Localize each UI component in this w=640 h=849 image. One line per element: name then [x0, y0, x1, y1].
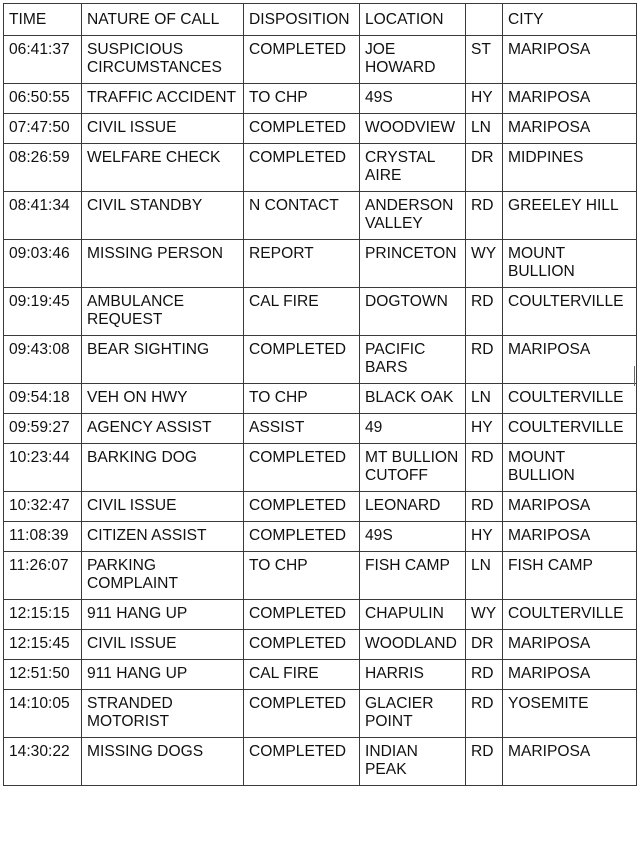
time-cell: 14:30:22: [4, 738, 82, 786]
column-header-time: TIME: [4, 4, 82, 36]
time-cell: 14:10:05: [4, 690, 82, 738]
nature-of-call-cell: WELFARE CHECK: [82, 144, 244, 192]
table-row: [4, 114, 637, 144]
street-suffix-cell: RD: [466, 660, 503, 690]
nature-of-call-cell: MISSING DOGS: [82, 738, 244, 786]
city-cell: MIDPINES: [503, 144, 637, 192]
disposition-cell: COMPLETED: [244, 522, 360, 552]
disposition-cell: COMPLETED: [244, 336, 360, 384]
time-cell: 09:19:45: [4, 288, 82, 336]
street-suffix-cell: RD: [466, 738, 503, 786]
nature-of-call-cell: VEH ON HWY: [82, 384, 244, 414]
street-suffix-cell: WY: [466, 240, 503, 288]
time-cell: 09:54:18: [4, 384, 82, 414]
time-cell: 12:15:45: [4, 630, 82, 660]
disposition-cell: COMPLETED: [244, 738, 360, 786]
nature-of-call-cell: BEAR SIGHTING: [82, 336, 244, 384]
table-row: [4, 336, 637, 384]
city-cell: COULTERVILLE: [503, 288, 637, 336]
disposition-cell: COMPLETED: [244, 630, 360, 660]
nature-of-call-cell: MISSING PERSON: [82, 240, 244, 288]
location-cell: CRYSTAL AIRE: [360, 144, 466, 192]
location-cell: PACIFIC BARS: [360, 336, 466, 384]
street-suffix-cell: WY: [466, 600, 503, 630]
disposition-cell: COMPLETED: [244, 144, 360, 192]
location-cell: CHAPULIN: [360, 600, 466, 630]
street-suffix-cell: RD: [466, 192, 503, 240]
city-cell: MOUNT BULLION: [503, 240, 637, 288]
city-cell: MARIPOSA: [503, 738, 637, 786]
nature-of-call-cell: STRANDED MOTORIST: [82, 690, 244, 738]
nature-of-call-cell: SUSPICIOUS CIRCUMSTANCES: [82, 36, 244, 84]
time-cell: 08:26:59: [4, 144, 82, 192]
nature-of-call-cell: TRAFFIC ACCIDENT: [82, 84, 244, 114]
nature-of-call-cell: AMBULANCE REQUEST: [82, 288, 244, 336]
city-cell: MOUNT BULLION: [503, 444, 637, 492]
city-cell: MARIPOSA: [503, 630, 637, 660]
call-log-body: [4, 36, 637, 786]
location-cell: GLACIER POINT: [360, 690, 466, 738]
city-cell: MARIPOSA: [503, 660, 637, 690]
disposition-cell: COMPLETED: [244, 690, 360, 738]
city-cell: MARIPOSA: [503, 114, 637, 144]
location-cell: 49S: [360, 84, 466, 114]
disposition-cell: TO CHP: [244, 384, 360, 414]
nature-of-call-cell: AGENCY ASSIST: [82, 414, 244, 444]
column-header-city: CITY: [503, 4, 637, 36]
street-suffix-cell: RD: [466, 690, 503, 738]
time-cell: 12:15:15: [4, 600, 82, 630]
location-cell: PRINCETON: [360, 240, 466, 288]
location-cell: DOGTOWN: [360, 288, 466, 336]
disposition-cell: COMPLETED: [244, 114, 360, 144]
nature-of-call-cell: 911 HANG UP: [82, 660, 244, 690]
street-suffix-cell: DR: [466, 630, 503, 660]
nature-of-call-cell: CIVIL STANDBY: [82, 192, 244, 240]
location-cell: BLACK OAK: [360, 384, 466, 414]
nature-of-call-cell: CIVIL ISSUE: [82, 630, 244, 660]
table-row: [4, 414, 637, 444]
location-cell: ANDERSON VALLEY: [360, 192, 466, 240]
call-log-table: [3, 3, 637, 786]
street-suffix-cell: HY: [466, 414, 503, 444]
location-cell: INDIAN PEAK: [360, 738, 466, 786]
table-row: [4, 690, 637, 738]
disposition-cell: N CONTACT: [244, 192, 360, 240]
table-row: [4, 630, 637, 660]
disposition-cell: CAL FIRE: [244, 660, 360, 690]
time-cell: 12:51:50: [4, 660, 82, 690]
city-cell: COULTERVILLE: [503, 414, 637, 444]
table-row: [4, 660, 637, 690]
location-cell: FISH CAMP: [360, 552, 466, 600]
disposition-cell: COMPLETED: [244, 600, 360, 630]
disposition-cell: COMPLETED: [244, 444, 360, 492]
disposition-cell: CAL FIRE: [244, 288, 360, 336]
disposition-cell: TO CHP: [244, 552, 360, 600]
time-cell: 09:03:46: [4, 240, 82, 288]
column-header-nature-of-call: NATURE OF CALL: [82, 4, 244, 36]
city-cell: MARIPOSA: [503, 522, 637, 552]
city-cell: COULTERVILLE: [503, 600, 637, 630]
table-row: [4, 600, 637, 630]
street-suffix-cell: HY: [466, 84, 503, 114]
time-cell: 10:32:47: [4, 492, 82, 522]
time-cell: 06:41:37: [4, 36, 82, 84]
disposition-cell: COMPLETED: [244, 492, 360, 522]
column-header-street-suffix: [466, 4, 503, 36]
city-cell: GREELEY HILL: [503, 192, 637, 240]
table-row: [4, 240, 637, 288]
city-cell: YOSEMITE: [503, 690, 637, 738]
table-row: [4, 384, 637, 414]
city-cell: MARIPOSA: [503, 84, 637, 114]
location-cell: MT BULLION CUTOFF: [360, 444, 466, 492]
street-suffix-cell: RD: [466, 336, 503, 384]
city-cell: MARIPOSA: [503, 336, 637, 384]
disposition-cell: REPORT: [244, 240, 360, 288]
location-cell: WOODVIEW: [360, 114, 466, 144]
street-suffix-cell: HY: [466, 522, 503, 552]
location-cell: WOODLAND: [360, 630, 466, 660]
time-cell: 11:08:39: [4, 522, 82, 552]
city-cell: FISH CAMP: [503, 552, 637, 600]
street-suffix-cell: ST: [466, 36, 503, 84]
table-row: [4, 288, 637, 336]
city-cell: MARIPOSA: [503, 492, 637, 522]
scan-edge-mark: [634, 366, 635, 386]
time-cell: 07:47:50: [4, 114, 82, 144]
location-cell: HARRIS: [360, 660, 466, 690]
table-row: [4, 492, 637, 522]
disposition-cell: COMPLETED: [244, 36, 360, 84]
nature-of-call-cell: CIVIL ISSUE: [82, 114, 244, 144]
column-header-disposition: DISPOSITION: [244, 4, 360, 36]
time-cell: 08:41:34: [4, 192, 82, 240]
street-suffix-cell: RD: [466, 444, 503, 492]
time-cell: 11:26:07: [4, 552, 82, 600]
table-row: [4, 144, 637, 192]
nature-of-call-cell: 911 HANG UP: [82, 600, 244, 630]
street-suffix-cell: RD: [466, 492, 503, 522]
table-row: [4, 738, 637, 786]
location-cell: 49S: [360, 522, 466, 552]
table-row: [4, 522, 637, 552]
disposition-cell: TO CHP: [244, 84, 360, 114]
city-cell: MARIPOSA: [503, 36, 637, 84]
disposition-cell: ASSIST: [244, 414, 360, 444]
table-row: [4, 84, 637, 114]
nature-of-call-cell: CIVIL ISSUE: [82, 492, 244, 522]
column-header-location: LOCATION: [360, 4, 466, 36]
table-row: [4, 36, 637, 84]
nature-of-call-cell: CITIZEN ASSIST: [82, 522, 244, 552]
city-cell: COULTERVILLE: [503, 384, 637, 414]
location-cell: 49: [360, 414, 466, 444]
time-cell: 10:23:44: [4, 444, 82, 492]
table-row: [4, 444, 637, 492]
header-row: [4, 4, 637, 36]
street-suffix-cell: LN: [466, 384, 503, 414]
time-cell: 06:50:55: [4, 84, 82, 114]
nature-of-call-cell: PARKING COMPLAINT: [82, 552, 244, 600]
street-suffix-cell: LN: [466, 552, 503, 600]
street-suffix-cell: RD: [466, 288, 503, 336]
time-cell: 09:43:08: [4, 336, 82, 384]
nature-of-call-cell: BARKING DOG: [82, 444, 244, 492]
time-cell: 09:59:27: [4, 414, 82, 444]
location-cell: LEONARD: [360, 492, 466, 522]
street-suffix-cell: DR: [466, 144, 503, 192]
street-suffix-cell: LN: [466, 114, 503, 144]
location-cell: JOE HOWARD: [360, 36, 466, 84]
table-row: [4, 192, 637, 240]
table-row: [4, 552, 637, 600]
